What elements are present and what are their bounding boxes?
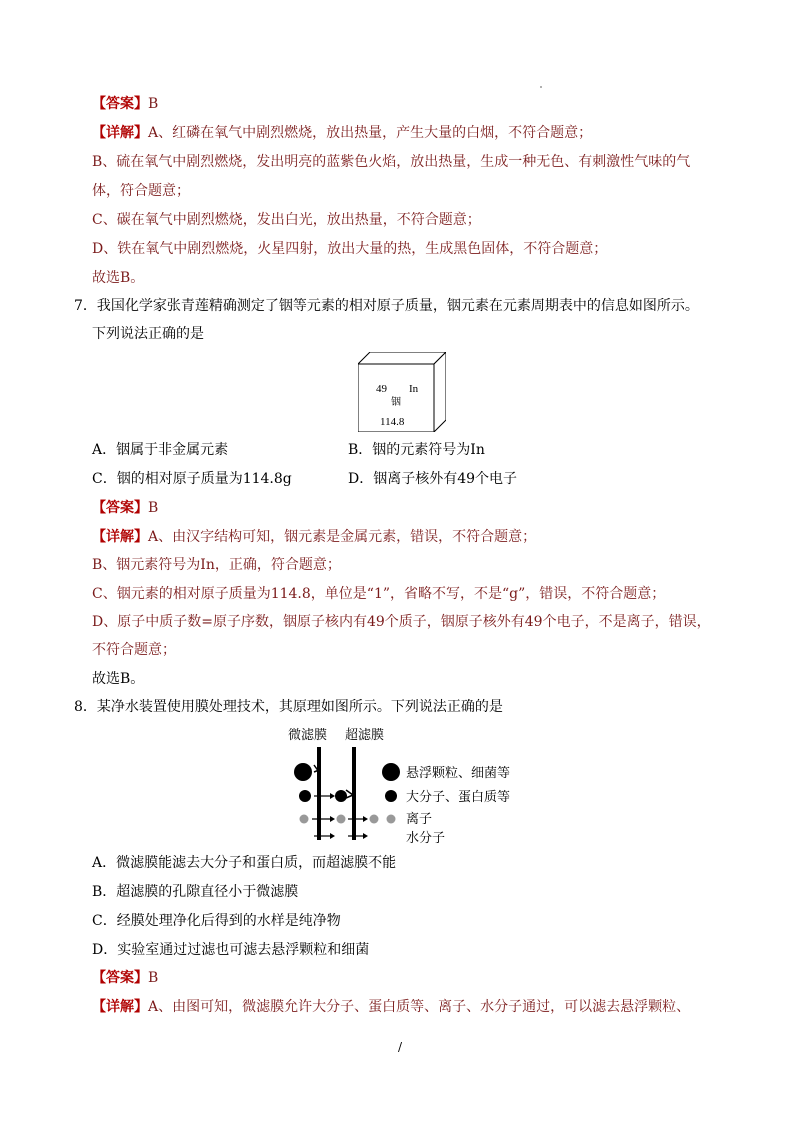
macromolecule-dot [335, 790, 347, 802]
q6-detail-d: D、铁在氧气中剧烈燃烧，火星四射，放出大量的热，生成黑色固体，不符合题意； [92, 241, 608, 257]
answer-tag: 【答案】 [92, 500, 148, 516]
arrow-head [330, 816, 335, 822]
q6-conclusion: 故选B。 [92, 270, 145, 286]
answer-value: B [148, 970, 159, 986]
legend-ion-dot [387, 815, 396, 824]
arrow-head [330, 793, 335, 799]
atomic-number: 49 [376, 383, 387, 395]
large-particle-dot [294, 763, 312, 781]
q8-detail-a [92, 997, 690, 1017]
scan-speck [540, 86, 542, 88]
q8-answer-line [92, 968, 158, 988]
legend-suspended: 悬浮颗粒、细菌等 [406, 766, 511, 781]
q7-detail-d1: D、原子中质子数=原子序数，铟原子核内有49个质子，铟原子核外有49个电子，不是离子，错误， [92, 614, 711, 630]
element-cell-figure [358, 352, 446, 432]
arrow-head [363, 833, 368, 839]
q7-stem-line1: 7．我国化学家张青莲精确测定了铟等元素的相对原子质量，铟元素在元素周期表中的信息如图所示。 [74, 298, 699, 314]
answer-value: B [148, 500, 159, 516]
q7-detail-a [92, 527, 536, 547]
q7-detail-d2: 不符合题意； [92, 642, 176, 658]
detail-text: A、由图可知，微滤膜允许大分子、蛋白质等、离子、水分子通过，可以滤去悬浮颗粒、 [148, 999, 691, 1015]
answer-tag: 【答案】 [92, 970, 148, 986]
q8-option-d: D．实验室通过过滤也可滤去悬浮颗粒和细菌 [92, 942, 370, 958]
arrow-head [330, 833, 335, 839]
micro-membrane-label: 微滤膜 [288, 728, 328, 743]
arrow-head [363, 816, 368, 822]
q8-stem: 8．某净水装置使用膜处理技术，其原理如图所示。下列说法正确的是 [74, 699, 503, 715]
answer-value: B [148, 96, 159, 112]
legend-water: 水分子 [406, 831, 446, 844]
q8-option-b: B．超滤膜的孔隙直径小于微滤膜 [92, 884, 299, 900]
legend-ion: 离子 [406, 812, 433, 827]
q6-answer-line [92, 94, 158, 114]
answer-tag: 【答案】 [92, 96, 148, 112]
page-number: / [398, 1040, 403, 1054]
detail-text: A、由汉字结构可知，铟元素是金属元素，错误，不符合题意； [148, 529, 537, 545]
q7-answer-line [92, 498, 158, 518]
q6-detail-b2: 体，符合题意； [92, 183, 190, 199]
ion-dot [300, 815, 309, 824]
q7-conclusion: 故选B。 [92, 671, 145, 687]
ion-dot [337, 815, 346, 824]
q7-option-c: C．铟的相对原子质量为114.8g [92, 471, 292, 487]
atomic-mass: 114.8 [380, 416, 405, 428]
legend-large-dot [382, 763, 400, 781]
membrane-filtration-figure [270, 722, 535, 844]
element-name: 铟 [391, 397, 401, 408]
detail-text: A、红磷在氧气中剧烈燃烧，放出热量，产生大量的白烟，不符合题意； [148, 125, 593, 141]
element-symbol: In [409, 383, 419, 395]
q6-detail-b1: B、硫在氧气中剧烈燃烧，发出明亮的蓝紫色火焰，放出热量，生成一种无色、有刺激性气味的气 [92, 154, 691, 170]
q7-option-d: D．铟离子核外有49个电子 [348, 471, 518, 487]
ultra-membrane-label: 超滤膜 [345, 728, 385, 743]
q8-option-a: A．微滤膜能滤去大分子和蛋白质，而超滤膜不能 [92, 855, 397, 871]
blocked-arrow [346, 790, 353, 798]
q7-option-a: A．铟属于非金属元素 [92, 442, 229, 458]
detail-tag: 【详解】 [92, 529, 148, 545]
q7-option-b: B．铟的元素符号为In [348, 442, 485, 458]
q7-detail-c: C、铟元素的相对原子质量为114.8，单位是“1”，省略不写，不是“g”，错误，不符合题意； [92, 586, 666, 602]
q7-stem-line2: 下列说法正确的是 [92, 326, 204, 342]
detail-tag: 【详解】 [92, 999, 148, 1015]
q6-detail-c: C、碳在氧气中剧烈燃烧，发出白光，放出热量，不符合题意； [92, 212, 481, 228]
legend-macromolecule: 大分子、蛋白质等 [406, 790, 511, 805]
q7-detail-b: B、铟元素符号为In，正确，符合题意； [92, 557, 341, 573]
detail-tag: 【详解】 [92, 125, 148, 141]
legend-macro-dot [385, 790, 397, 802]
q8-option-c: C．经膜处理净化后得到的水样是纯净物 [92, 913, 341, 929]
macromolecule-dot [299, 790, 311, 802]
ion-dot [370, 815, 379, 824]
q6-detail-a [92, 123, 592, 143]
